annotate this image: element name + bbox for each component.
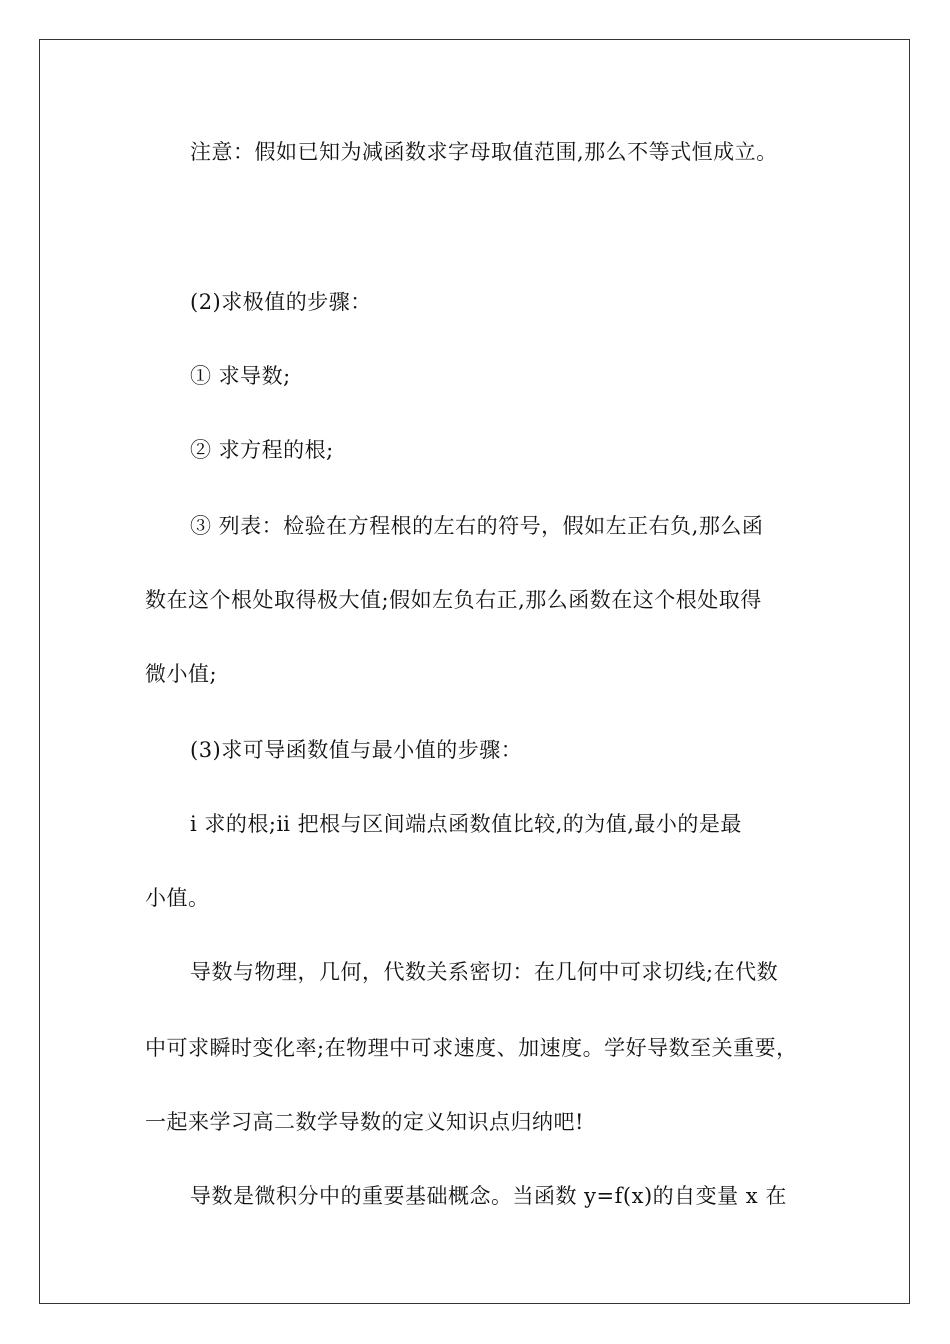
step-1: ① 求导数; (190, 364, 291, 388)
max-min-step-line-2: 小值。 (145, 886, 210, 910)
step-3-line-2: 数在这个根处取得极大值;假如左负右正,那么函数在这个根处取得 (145, 588, 762, 612)
relation-paragraph-line-1: 导数与物理，几何，代数关系密切：在几何中可求切线;在代数 (190, 960, 779, 984)
note-paragraph: 注意：假如已知为减函数求字母取值范围,那么不等式恒成立。 (190, 140, 778, 164)
max-min-step-line-1: ⅰ 求的根;ⅱ 把根与区间端点函数值比较,的为值,最小的是最 (190, 812, 742, 836)
relation-paragraph-line-2: 中可求瞬时变化率;在物理中可求速度、加速度。学好导数至关重要， (145, 1036, 798, 1060)
extremum-steps-heading: (2)求极值的步骤： (190, 290, 372, 314)
step-3-line-1: ③ 列表：检验在方程根的左右的符号，假如左正右负,那么函 (190, 514, 764, 538)
step-3-line-3: 微小值; (145, 662, 218, 686)
step-2: ② 求方程的根; (190, 438, 334, 462)
relation-paragraph-line-3: 一起来学习高二数学导数的定义知识点归纳吧! (145, 1110, 584, 1134)
definition-paragraph-line-1: 导数是微积分中的重要基础概念。当函数 y=f(x)的自变量 x 在 (190, 1184, 787, 1208)
max-min-steps-heading: (3)求可导函数值与最小值的步骤： (190, 738, 523, 762)
